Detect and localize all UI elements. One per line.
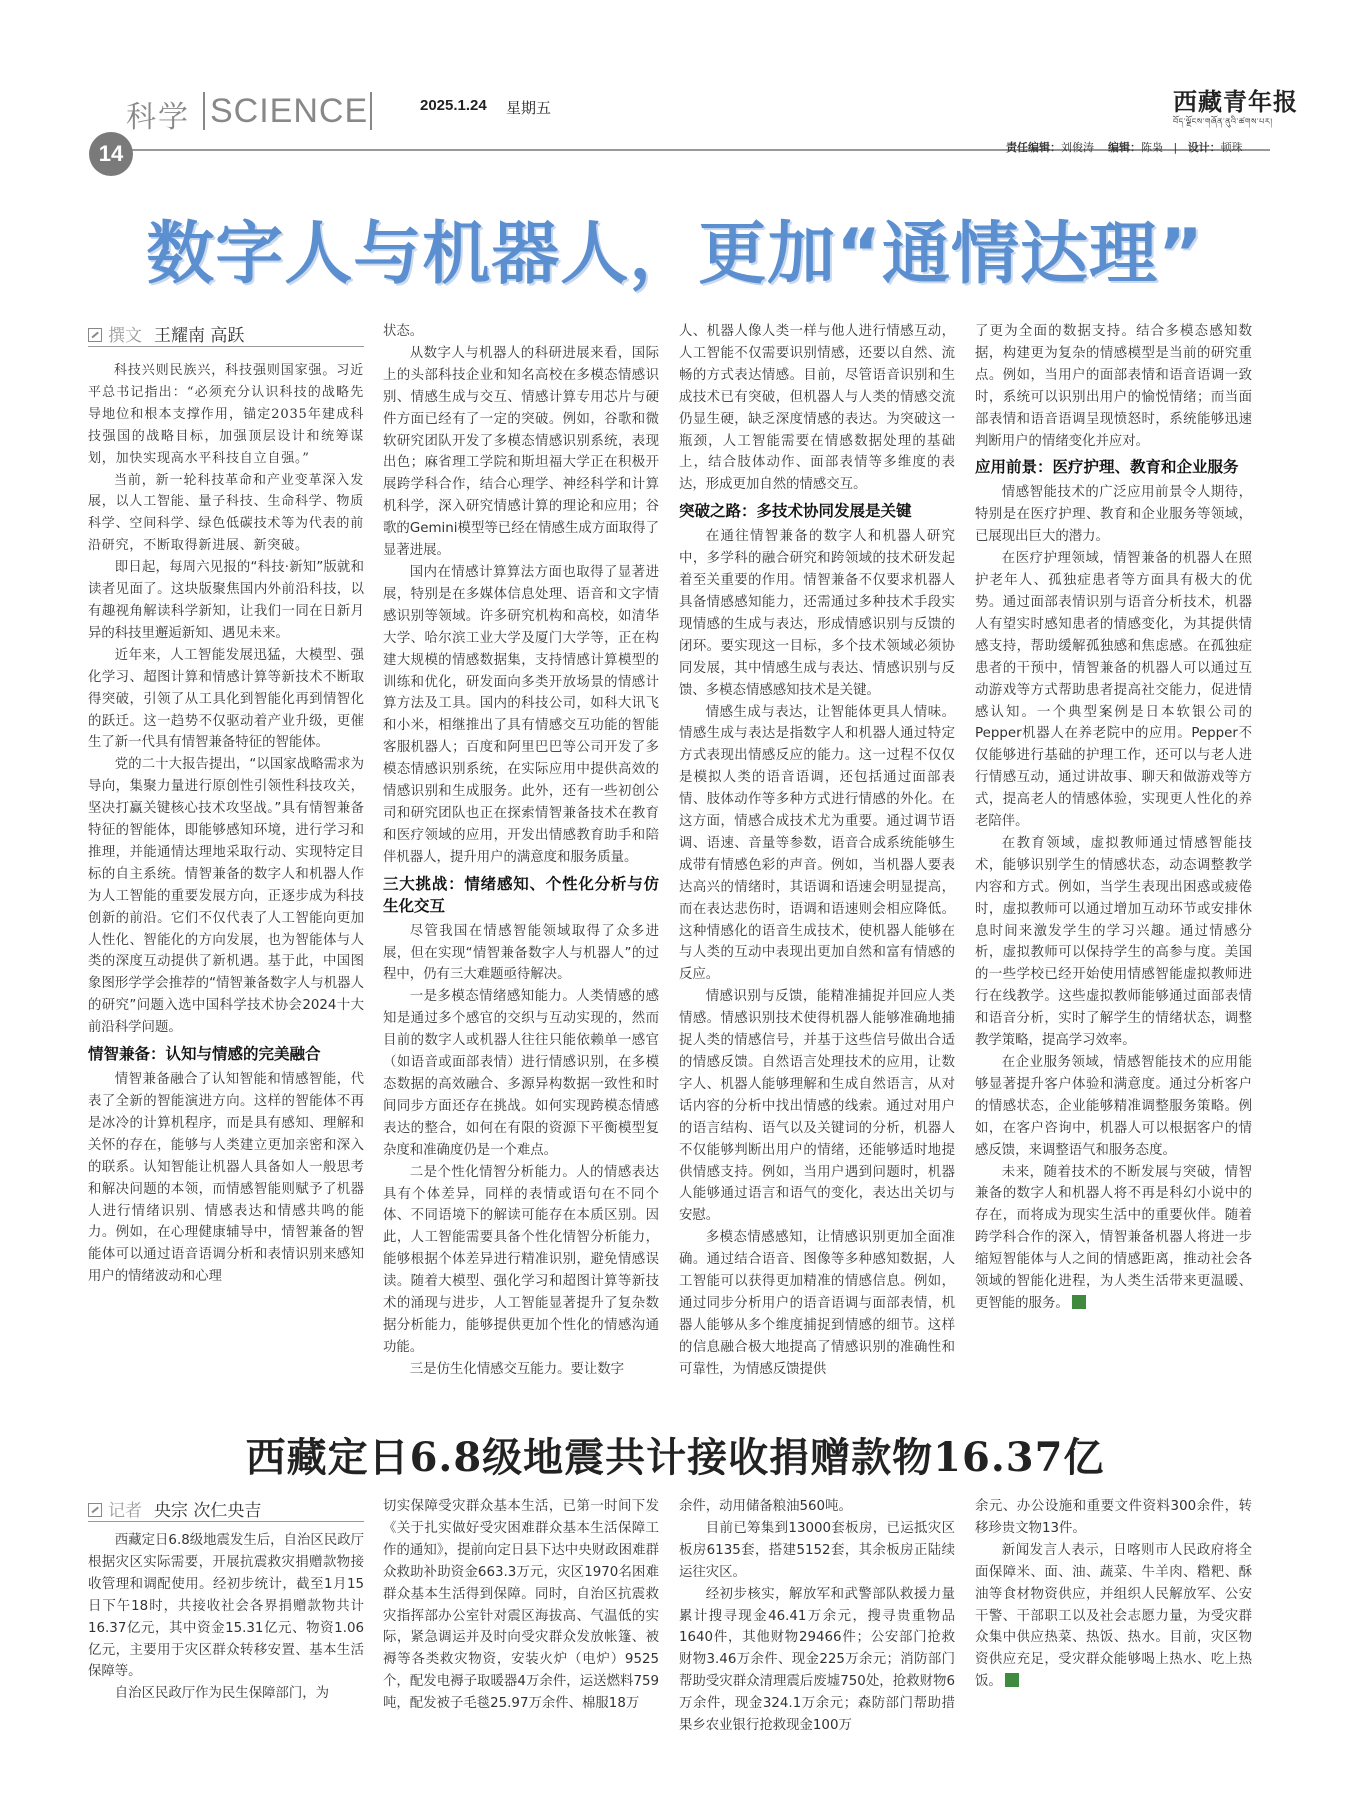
- section-title-cn: 科学: [126, 100, 190, 135]
- body-paragraph: 多模态情感感知，让情感识别更加全面准确。通过结合语音、图像等多种感知数据，人工智能可以获得更加精准的情感信息。例如，通过同步分析用户的语音语调与面部表情，机器人能够从多个维度捕捉到情感的细节。这样的信息融合极大地提高了情感识别的准确性和可靠性，为情感反馈提供: [679, 1230, 955, 1377]
- body-paragraph: 人、机器人像人类一样与他人进行情感互动，人工智能不仅需要识别情感，还要以自然、流畅的方式表达情感。目前，尽管语音识别和生成技术已有突破，但机器人与人类的情感交流仍显生硬，缺乏深度情感的表达。为突破这一瓶颈，人工智能需要在情感数据处理的基础上，结合肢体动作、面部表情等多维度的表达，形成更加自然的情感交互。: [679, 324, 955, 493]
- body-paragraph: [975, 1540, 1252, 1693]
- body-paragraph: 了更为全面的数据支持。结合多模态感知数据，构建更为复杂的情感模型是当前的研究重点。例如，当用户的面部表情和语音语调一致时，系统可以识别出用户的愉悦情绪；而当面部表情和语音语调呈现愤怒时，系统能够迅速判断用户的情绪变化并应对。: [975, 324, 1252, 449]
- editor-credits: 责任编辑：刘俊涛 编辑：陈枭 | 设计：顿珠: [1006, 141, 1243, 154]
- article-end-icon: [1072, 1295, 1086, 1309]
- body-paragraph: 情感识别与反馈，能精准捕捉并回应人类情感。情感识别技术使得机器人能够准确地捕捉人类的情感信号，并基于这些信号做出合适的情感反馈。自然语言处理技术的应用，让数字人、机器人能够理解和生成自然语言，从对话内容的分析中找出情感的线索。通过对用户的语言结构、语气以及关键词的分析，机器人不仅能够判断出用户的情绪，还能够适时地提供情感支持。例如，当用户遇到问题时，机器人能够通过语言和语气的变化，表达出关切与安慰。: [679, 989, 955, 1224]
- body-paragraph: 在通往情智兼备的数字人和机器人研究中，多学科的融合研究和跨领域的技术研发起着至关重要的作用。情智兼备不仅要求机器人具备情感感知能力，还需通过多种技术手段实现情感的生成与表达，形成情感识别与反馈的闭环。要实现这一目标，多个技术领域必须协同发展，其中情感生成与表达、情感识别与反馈、多模态情感感知技术是关键。: [679, 529, 955, 698]
- body-paragraph: 即日起，每周六见报的“科技·新知”版就和读者见面了。这块版聚焦国内外前沿科技，以有趣视角解读科学新知，让我们一同在日新月异的科技里邂逅新知、遇见未来。: [88, 560, 364, 641]
- section-divider: [203, 92, 205, 130]
- body-paragraph: 尽管我国在情感智能领域取得了众多进展，但在实现“情智兼备数字人与机器人”的过程中，仍有三大难题亟待解决。: [383, 923, 659, 983]
- lead-block: [88, 360, 364, 557]
- body-paragraph: 情感智能技术的广泛应用前景令人期待，特别是在医疗护理、教育和企业服务等领域，已展现出巨大的潜力。: [975, 485, 1252, 545]
- body-paragraph: 余件，动用储备粮油560吨。: [679, 1499, 852, 1514]
- article2-headline: 西藏定日6.8级地震共计接收捐赠款物16.37亿: [245, 1434, 1105, 1481]
- body-paragraph: 自治区民政厅作为民生保障部门，为: [114, 1686, 330, 1702]
- body-paragraph: 经初步核实，解放军和武警部队救援力量累计搜寻现金46.41万余元，搜寻贵重物品1640件，其他财物29466件；公安部门抢救财物3.46万余件、现金225万余元；消防部门帮助受灾群众清理震后废墟750处，抢救财物6万余件，现金324.1万余元；森防部门帮助措果乡农业银行抢救现金100万: [679, 1586, 955, 1734]
- issue-date: 2025.1.24: [420, 97, 487, 114]
- editor-label: 编辑：: [1108, 141, 1141, 154]
- body-paragraph: 从数字人与机器人的科研进展来看，国际上的头部科技企业和知名高校在多模态情感识别、情感生成与交互、情感计算专用芯片与硬件方面已经有了一定的突破。例如，谷歌和微软研究团队开发了多模态情感识别系统，表现出色；麻省理工学院和斯坦福大学正在积极开展跨学科合作，结合心理学、神经科学和计算机科学，深入研究情感计算的理论和应用；谷歌的Gemini模型等已经在情感生成方面取得了显著进展。: [383, 345, 659, 559]
- chief-editor-label: 责任编辑：: [1006, 141, 1061, 154]
- byline-authors: 央宗 次仁央吉: [154, 1501, 262, 1521]
- section-heading: 情智兼备：认知与情感的完美融合: [88, 1045, 321, 1064]
- body-paragraph: 目前已筹集到13000套板房，已运抵灾区板房6135套，搭建5152套，其余板房正陆续运往灾区。: [679, 1520, 955, 1580]
- body-paragraph: 在企业服务领域，情感智能技术的应用能够显著提升客户体验和满意度。通过分析客户的情感状态，企业能够精准调整服务策略。例如，在客户咨询中，机器人可以根据客户的情感反馈，来调整语气和服务态度。: [975, 1055, 1252, 1158]
- designer: 顿珠: [1220, 141, 1243, 154]
- body-paragraph: 一是多模态情绪感知能力。人类情感的感知是通过多个感官的交织与互动实现的，然而目前的数字人或机器人往往只能依赖单一感官（如语音或面部表情）进行情感识别，在多模态数据的高效融合、多源异构数据一致性和时间同步方面还存在挑战。如何实现跨模态情感表达的整合，如何在有限的资源下平衡模型复杂度和准确度仍是一个难点。: [383, 989, 659, 1158]
- lead-paragraph: 科技兴则民族兴，科技强则国家强。习近平总书记指出：“必须充分认识科技的战略先导地位和根本支撑作用，锚定2035年建成科技强国的战略目标，加强顶层设计和统筹谋划，加快实现高水平科技自立自强。”: [88, 363, 364, 466]
- page-number-badge: 14: [89, 132, 133, 176]
- editor: 陈枭: [1141, 141, 1163, 154]
- body-paragraph: 情智兼备融合了认知智能和情感智能，代表了全新的智能演进方向。这样的智能体不再是冰冷的计算机程序，而是具有感知、理解和关怀的存在，能够与人类建立更加亲密和深入的联系。认知智能让机器人具备如人一般思考和解决问题的本领，而情感智能则赋予了机器人进行情绪识别、情感表达和情感共鸣的能力。例如，在心理健康辅导中，情智兼备的智能体可以通过语音语调分析和表情识别来感知用户的情绪波动和心理: [88, 1072, 364, 1285]
- article-column-3: [679, 321, 955, 1381]
- article-column-2: [383, 321, 659, 1381]
- article-column-4: [975, 321, 1252, 1315]
- article2-column-3: [679, 1496, 955, 1737]
- section-heading: 突破之路：多技术协同发展是关键: [679, 502, 912, 521]
- byline-rule: [88, 1521, 364, 1522]
- pen-icon: [88, 1503, 102, 1517]
- lead-paragraph: 当前，新一轮科技革命和产业变革深入发展，以人工智能、量子科技、生命科学、物质科学、空间科学、绿色低碳技术等为代表的前沿研究，不断取得新进展、新突破。: [88, 472, 365, 554]
- byline-label: 撰文: [108, 326, 142, 346]
- issue-weekday: 星期五: [506, 99, 552, 117]
- section-divider: [370, 92, 372, 130]
- section-heading: 三大挑战：情绪感知、个性化分析与仿生化交互: [383, 874, 659, 915]
- closing-paragraph: 未来，随着技术的不断发展与突破，情智兼备的数字人和机器人将不再是科幻小说中的存在，而将成为现实生活中的重要伙伴。随着跨学科合作的深入，情智兼备机器人将进一步缩短智能体与人之间的情感距离，推动社会各领域的智能化进程，为人类生活带来更温暖、更智能的服务。: [975, 1164, 1252, 1311]
- article-headline: 数字人与机器人，更加“通情达理”: [146, 215, 1204, 294]
- article-column-1: [88, 360, 364, 1288]
- body-paragraph: 二是个性化情智分析能力。人的情感表达具有个体差异，同样的表情或语句在不同个体、不同语境下的解读可能存在本质区别。因此，人工智能需要具备个性化情智分析能力，能够根据个体差异进行精准识别，避免情感误读。随着大模型、强化学习和超图计算等新技术的涌现与进步，人工智能显著提升了复杂数据分析能力，能够提供更加个性化的情感沟通功能。: [383, 1164, 659, 1355]
- body-paragraph: 在教育领域，虚拟教师通过情感智能技术，能够识别学生的情感状态，动态调整教学内容和方式。例如，当学生表现出困惑或疲倦时，虚拟教师可以通过增加互动环节或安排休息时间来激发学生的学习兴趣。通过情感分析，虚拟教师可以保持学生的高参与度。美国的一些学校已经开始使用情感智能虚拟教师进行在线教学。这些虚拟教师能够通过面部表情和语音分析，实时了解学生的情绪状态，调整教学策略，提高学习效率。: [975, 835, 1252, 1049]
- byline-label: 记者: [108, 1501, 142, 1521]
- body-paragraph: 近年来，人工智能发展迅猛，大模型、强化学习、超图计算和情感计算等新技术不断取得突破，引领了从工具化到智能化再到情智化的跃迁。这一趋势不仅驱动着产业升级，更催生了新一代具有情智兼备特征的智能体。: [88, 647, 364, 751]
- body-paragraph: 三是仿生化情感交互能力。要让数字: [409, 1361, 625, 1377]
- body-paragraph: 状态。: [383, 324, 424, 339]
- section-heading: 应用前景：医疗护理、教育和企业服务: [975, 458, 1239, 477]
- body-paragraph: [975, 1162, 1252, 1315]
- newspaper-logo-tibetan: བོད་ལྗོངས་གཞོན་ནུའི་ཚགས་པར།: [1173, 117, 1273, 126]
- body-paragraph: 在医疗护理领域，情智兼备的机器人在照护老年人、孤独症患者等方面具有极大的优势。通过面部表情识别与语音分析技术，机器人有望实时感知患者的情感变化，为其提供情感支持，帮助缓解孤独感和焦虑感。在孤独症患者的干预中，情智兼备的机器人可以通过互动游戏等方式帮助患者提高社交能力，促进情感认知。一个典型案例是日本软银公司的Pepper机器人在养老院中的应用。Pepper不仅能够进行基础的护理工作，还可以与老人进行情感互动，通过讲故事、聊天和做游戏等方式，提高老人的情感体验，实现更人性化的养老陪伴。: [975, 551, 1252, 830]
- newspaper-logo: 西藏青年报: [1173, 87, 1298, 116]
- chief-editor: 刘俊涛: [1061, 141, 1094, 154]
- body-paragraph: 党的二十大报告提出，“以国家战略需求为导向，集聚力量进行原创性引领性科技攻关，坚决打赢关键核心技术攻坚战。”具有情智兼备特征的智能体，即能够感知环境，进行学习和推理，并能通情达理地采取行动、实现特定目标的自主系统。情智兼备的数字人和机器人作为人工智能的重要发展方向，正逐步成为科技创新的前沿。它们不仅代表了人工智能向更加人性化、智能化的方向发展，也为智能体与人类的深度互动提供了新机遇。基于此，中国图象图形学学会推荐的“情智兼备数字人与机器人的研究”问题入选中国科学技术协会2024十大前沿科学问题。: [88, 757, 364, 1036]
- design-label: 设计：: [1187, 141, 1221, 154]
- article2-column-1: [88, 1530, 364, 1705]
- byline-authors: 王耀南 高跃: [154, 326, 245, 346]
- closing-paragraph: 新闻发言人表示，日喀则市人民政府将全面保障米、面、油、蔬菜、牛羊肉、糌粑、酥油等食材物资供应，并组织人民解放军、公安干警、干部职工以及社会志愿力量，为受灾群众集中供应热菜、热饭、热水。目前，灾区物资供应充足，受灾群众能够喝上热水、吃上热饭。: [975, 1542, 1252, 1690]
- article-end-icon: [1005, 1673, 1019, 1687]
- article-byline: [88, 321, 244, 346]
- byline-rule: [88, 346, 364, 347]
- section-title-en: SCIENCE: [210, 92, 369, 130]
- article2-byline: [88, 1496, 261, 1521]
- body-paragraph: 余元、办公设施和重要文件资料300余件，转移珍贵文物13件。: [975, 1499, 1252, 1536]
- pen-icon: [88, 328, 102, 342]
- article2-column-2: [383, 1496, 659, 1715]
- body-paragraph: 切实保障受灾群众基本生活，已第一时间下发《关于扎实做好受灾困难群众基本生活保障工作的通知》，提前向定日县下达中央财政困难群众救助补助资金663.3万元，灾区1970名困难群众基本生活得到保障。同时，自治区抗震救灾指挥部办公室针对震区海拔高、气温低的实际，紧急调运并及时向受灾群众发放帐篷、被褥等各类救灾物资，安装火炉（电炉）9525个，配发电褥子取暖器4万余件，运送燃料759吨，配发被子毛毯25.97万余件、棉服18万: [383, 1499, 659, 1712]
- body-paragraph: 国内在情感计算算法方面也取得了显著进展，特别是在多媒体信息处理、语音和文字情感识别等领域。许多研究机构和高校，如清华大学、哈尔滨工业大学及厦门大学等，正在构建大规模的情感数据集，支持情感计算模型的训练和优化，研发面向多类开放场景的情感计算方法及工具。国内的科技公司，如科大讯飞和小米，相继推出了具有情感交互功能的智能客服机器人；百度和阿里巴巴等公司开发了多模态情感识别系统，在实际应用中提供高效的情感识别和生成服务。此外，还有一些初创公司和研究团队也正在探索情智兼备技术在教育和医疗领域的应用，开发出情感教育助手和陪伴机器人，提升用户的满意度和服务质量。: [383, 564, 659, 865]
- body-paragraph: 情感生成与表达，让智能体更具人情味。情感生成与表达是指数字人和机器人通过特定方式表现出情感反应的能力。这一过程不仅仅是模拟人类的语音语调，还包括通过面部表情、肢体动作等多种方式进行情感的外化。在这方面，情感合成技术尤为重要。通过调节语调、语速、音量等参数，语音合成系统能够生成带有情感色彩的声音。例如，当机器人要表达高兴的情绪时，其语调和语速会明显提高，而在表达悲伤时，语调和语速则会相应降低。这种情感化的语音生成技术，使机器人能够在与人类的互动中表现出更加自然和富有情感的反应。: [679, 704, 955, 983]
- article2-column-4: [975, 1496, 1252, 1693]
- body-paragraph: 西藏定日6.8级地震发生后，自治区民政厅根据灾区实际需要，开展抗震救灾捐赠款物接收管理和调配使用。经初步统计，截至1月15日下午18时，共接收社会各界捐赠款物共计16.37亿元，其中资金15.31亿元、物资1.06亿元，主要用于灾区群众转移安置、基本生活保障等。: [88, 1533, 364, 1680]
